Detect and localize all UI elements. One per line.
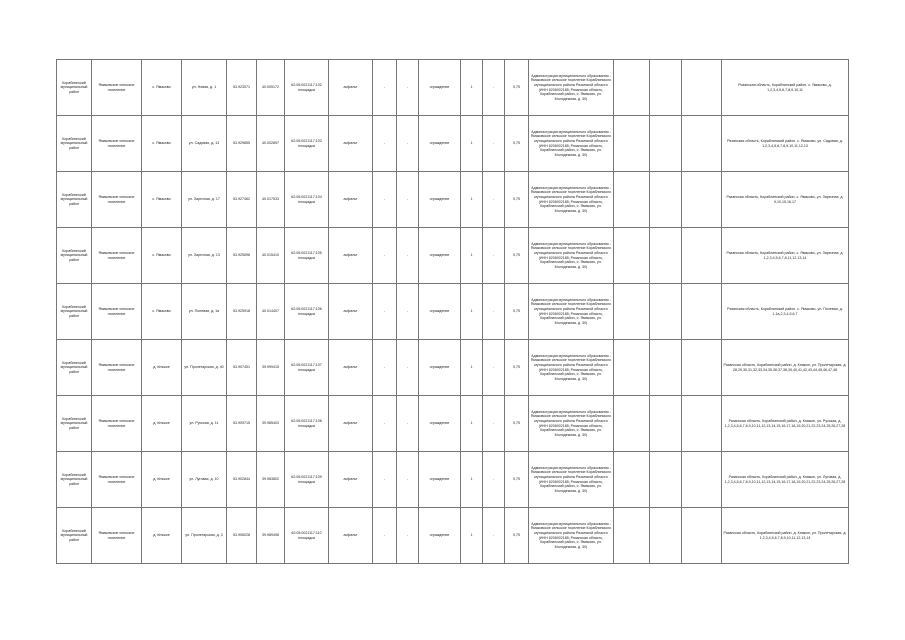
empty-cell [682,116,722,172]
dash-cell: - [373,340,397,396]
container-count-cell: 1 [461,228,483,284]
volume-cell: 0,75 [505,396,529,452]
volume-cell: 0,75 [505,284,529,340]
district-cell: Кораблинский муниципальный район [57,116,92,172]
container-count-cell: 1 [461,452,483,508]
latitude-cell: 53.927462 [227,172,257,228]
empty-cell [682,340,722,396]
empty-cell [650,340,682,396]
empty-cell [682,228,722,284]
longitude-cell: 39.983802 [257,452,285,508]
surface-cell: асфальт [329,228,373,284]
dash-cell: - [483,60,505,116]
empty-cell [650,284,682,340]
latitude-cell: 53.906028 [227,508,257,564]
owner-cell: Администрация муниципального образования - Ямаковское сельское поселение Кораблинского муниципального района Рязанской области (ИНН 6206002185; Рязанская область, Кораблинский район, с. Ямаково, ул. Молодежная, д. 30) [529,396,614,452]
empty-cell [682,508,722,564]
table-row [57,116,849,172]
empty-cell [614,396,650,452]
purpose-cell: ограждение [419,396,461,452]
served-addresses-cell: Рязанская область, Кораблинский район, д. Княжое, ул. Пролетарская, д. 28,29,30,31,32,33,34,35,36,37,38,39,40,41,42,43,44,45,46,47,48 [722,340,849,396]
cadastral-cell: 62:05:0021117:106 площадка [285,284,329,340]
empty-cell [650,228,682,284]
empty-cell [614,452,650,508]
surface-cell: асфальт [329,284,373,340]
settlement-cell: Ямаковское сельское поселение [92,284,142,340]
owner-cell: Администрация муниципального образования - Ямаковское сельское поселение Кораблинского муниципального района Рязанской области (ИНН 6206002185; Рязанская область, Кораблинский район, с. Ямаково, ул. Молодежная, д. 30) [529,452,614,508]
owner-cell: Администрация муниципального образования - Ямаковское сельское поселение Кораблинского муниципального района Рязанской области (ИНН 6206002185; Рязанская область, Кораблинский район, с. Ямаково, ул. Молодежная, д. 30) [529,284,614,340]
container-count-cell: 1 [461,116,483,172]
cadastral-cell: 62:05:0021117:103 площадка [285,116,329,172]
street-cell: ул. Полевая, д. 1а [182,284,227,340]
dash-cell: - [373,172,397,228]
cadastral-cell: 62:05:0021117:104 площадка [285,172,329,228]
longitude-cell: 40.014407 [257,284,285,340]
owner-cell: Администрация муниципального образования - Ямаковское сельское поселение Кораблинского муниципального района Рязанской области (ИНН 6206002185; Рязанская область, Кораблинский район, с. Ямаково, ул. Молодежная, д. 30) [529,172,614,228]
district-cell: Кораблинский муниципальный район [57,452,92,508]
empty-cell [614,340,650,396]
container-count-cell: 1 [461,60,483,116]
settlement-cell: Ямаковское сельское поселение [92,116,142,172]
latitude-cell: 53.925918 [227,284,257,340]
dash-cell: - [397,172,419,228]
dash-cell: - [373,452,397,508]
dash-cell: - [373,116,397,172]
settlement-cell: Ямаковское сельское поселение [92,396,142,452]
surface-cell: асфальт [329,60,373,116]
volume-cell: 0,75 [505,228,529,284]
volume-cell: 0,75 [505,340,529,396]
container-count-cell: 1 [461,284,483,340]
dash-cell: - [483,116,505,172]
longitude-cell: 40.002897 [257,116,285,172]
locality-cell: д. Княжое [142,508,182,564]
surface-cell: асфальт [329,340,373,396]
cadastral-cell: 62:05:0021117:107 площадка [285,340,329,396]
empty-cell [682,60,722,116]
dash-cell: - [483,508,505,564]
owner-cell: Администрация муниципального образования - Ямаковское сельское поселение Кораблинского муниципального района Рязанской области (ИНН 6206002185; Рязанская область, Кораблинский район, с. Ямаково, ул. Молодежная, д. 30) [529,116,614,172]
dash-cell: - [483,396,505,452]
served-addresses-cell: Рязанская область, Кораблинский район, с. Ямаково, ул. Заречная, д. 1,2,3,4,5,6,7,8,11,12,13,14 [722,228,849,284]
district-cell: Кораблинский муниципальный район [57,284,92,340]
longitude-cell: 40.015410 [257,228,285,284]
locality-cell: с. Ямаково [142,60,182,116]
purpose-cell: ограждение [419,340,461,396]
volume-cell: 0,75 [505,508,529,564]
street-cell: ул. Заречная, д. 17 [182,172,227,228]
settlement-cell: Ямаковское сельское поселение [92,60,142,116]
table-row [57,228,849,284]
volume-cell: 0,75 [505,60,529,116]
served-addresses-cell: Рязанская область, Кораблинский район, д. Княжое, ул. Русская, д. 1,2,3,4,5,6,7,8,9,10,11,12,13,14,15,16,17,18,19,20,21,22,23,24,25,26,27,28 [722,396,849,452]
latitude-cell: 53.907451 [227,340,257,396]
dash-cell: - [483,284,505,340]
dash-cell: - [483,172,505,228]
latitude-cell: 53.909715 [227,396,257,452]
owner-cell: Администрация муниципального образования - Ямаковское сельское поселение Кораблинского муниципального района Рязанской области (ИНН 6206002185; Рязанская область, Кораблинский район, с. Ямаково, ул. Молодежная, д. 30) [529,508,614,564]
longitude-cell: 40.017533 [257,172,285,228]
dash-cell: - [373,60,397,116]
district-cell: Кораблинский муниципальный район [57,508,92,564]
table-row [57,340,849,396]
latitude-cell: 53.929855 [227,116,257,172]
empty-cell [614,172,650,228]
empty-cell [614,284,650,340]
empty-cell [650,396,682,452]
dash-cell: - [397,396,419,452]
latitude-cell: 53.923071 [227,60,257,116]
longitude-cell: 39.989498 [257,508,285,564]
owner-cell: Администрация муниципального образования - Ямаковское сельское поселение Кораблинского муниципального района Рязанской области (ИНН 6206002185; Рязанская область, Кораблинский район, с. Ямаково, ул. Молодежная, д. 30) [529,228,614,284]
dash-cell: - [373,508,397,564]
street-cell: ул. Луговая, д. 10 [182,452,227,508]
dash-cell: - [373,228,397,284]
purpose-cell: ограждение [419,228,461,284]
table-body [57,60,849,564]
locality-cell: д. Княжое [142,396,182,452]
empty-cell [682,452,722,508]
volume-cell: 0,75 [505,172,529,228]
dash-cell: - [397,116,419,172]
surface-cell: асфальт [329,396,373,452]
dash-cell: - [373,284,397,340]
locality-cell: с. Ямаково [142,228,182,284]
volume-cell: 0,75 [505,116,529,172]
locality-cell: с. Ямаково [142,172,182,228]
purpose-cell: ограждение [419,452,461,508]
street-cell: ул. Садовая, д. 13 [182,116,227,172]
volume-cell: 0,75 [505,452,529,508]
street-cell: ул. Заречная, д. 13 [182,228,227,284]
district-cell: Кораблинский муниципальный район [57,396,92,452]
cadastral-cell: 62:05:0021117:108 площадка [285,396,329,452]
container-count-cell: 1 [461,396,483,452]
empty-cell [614,228,650,284]
purpose-cell: ограждение [419,508,461,564]
longitude-cell: 40.005172 [257,60,285,116]
settlement-cell: Ямаковское сельское поселение [92,340,142,396]
cadastral-cell: 62:05:0021117:109 площадка [285,452,329,508]
empty-cell [650,172,682,228]
surface-cell: асфальт [329,508,373,564]
longitude-cell: 39.985403 [257,396,285,452]
empty-cell [650,452,682,508]
dash-cell: - [397,60,419,116]
table-row [57,284,849,340]
locality-cell: с. Ямаково [142,284,182,340]
table-row [57,172,849,228]
street-cell: ул. Новая, д. 1 [182,60,227,116]
cadastral-cell: 62:05:0021117:110 площадка [285,508,329,564]
surface-cell: асфальт [329,452,373,508]
served-addresses-cell: Рязанская область, Кораблинский район, д. Княжое, ул. Пролетарская, д. 1,2,3,4,5,6,7,8,9,10,11,12,13,14 [722,508,849,564]
dash-cell: - [397,340,419,396]
purpose-cell: ограждение [419,116,461,172]
served-addresses-cell: Рязанская область, Кораблинский район, с. Ямаково, ул. Садовая, д. 1,2,3,4,5,6,7,8,9,10,11,12,13 [722,116,849,172]
empty-cell [682,284,722,340]
owner-cell: Администрация муниципального образования - Ямаковское сельское поселение Кораблинского муниципального района Рязанской области (ИНН 6206002185; Рязанская область, Кораблинский район, с. Ямаково, ул. Молодежная, д. 30) [529,60,614,116]
street-cell: ул. Русская, д. 11 [182,396,227,452]
settlement-cell: Ямаковское сельское поселение [92,452,142,508]
table-row [57,508,849,564]
waste-sites-registry-table [56,59,849,564]
district-cell: Кораблинский муниципальный район [57,228,92,284]
purpose-cell: ограждение [419,284,461,340]
empty-cell [650,116,682,172]
surface-cell: асфальт [329,116,373,172]
cadastral-cell: 62:05:0021117:102 площадка [285,60,329,116]
container-count-cell: 1 [461,172,483,228]
table-row [57,452,849,508]
table-row [57,396,849,452]
district-cell: Кораблинский муниципальный район [57,340,92,396]
street-cell: ул. Пролетарская, д. 3 [182,508,227,564]
dash-cell: - [397,284,419,340]
served-addresses-cell: Рязанская область, Кораблинский район, с. Ямаково, ул. Полевая, д. 1,1а,2,3,4,5,6,7 [722,284,849,340]
district-cell: Кораблинский муниципальный район [57,172,92,228]
locality-cell: с. Ямаково [142,116,182,172]
district-cell: Кораблинский муниципальный район [57,60,92,116]
dash-cell: - [483,228,505,284]
empty-cell [650,60,682,116]
container-count-cell: 1 [461,508,483,564]
empty-cell [614,60,650,116]
empty-cell [650,508,682,564]
street-cell: ул. Пролетарская, д. 40 [182,340,227,396]
settlement-cell: Ямаковское сельское поселение [92,508,142,564]
purpose-cell: ограждение [419,60,461,116]
settlement-cell: Ямаковское сельское поселение [92,228,142,284]
owner-cell: Администрация муниципального образования - Ямаковское сельское поселение Кораблинского муниципального района Рязанской области (ИНН 6206002185; Рязанская область, Кораблинский район, с. Ямаково, ул. Молодежная, д. 30) [529,340,614,396]
dash-cell: - [373,396,397,452]
purpose-cell: ограждение [419,172,461,228]
served-addresses-cell: Рязанская область, Кораблинский район, с. Ямаково, ул. Заречная, д. 9,10,15,16,17 [722,172,849,228]
empty-cell [614,508,650,564]
surface-cell: асфальт [329,172,373,228]
latitude-cell: 53.925596 [227,228,257,284]
dash-cell: - [397,228,419,284]
served-addresses-cell: Рязанская область, Кораблинский район, с. Ямаково, д. 1,2,3,4,5,6,7,8,9,10,11 [722,60,849,116]
locality-cell: д. Княжое [142,452,182,508]
dash-cell: - [483,452,505,508]
container-count-cell: 1 [461,340,483,396]
table-row [57,60,849,116]
cadastral-cell: 62:05:0021117:105 площадка [285,228,329,284]
dash-cell: - [397,452,419,508]
longitude-cell: 39.999415 [257,340,285,396]
empty-cell [614,116,650,172]
empty-cell [682,172,722,228]
dash-cell: - [397,508,419,564]
empty-cell [682,396,722,452]
latitude-cell: 53.902844 [227,452,257,508]
settlement-cell: Ямаковское сельское поселение [92,172,142,228]
served-addresses-cell: Рязанская область, Кораблинский район, д. Княжое, ул. Луговая, д. 1,2,3,4,5,6,7,8,9,10,11,12,13,14,15,16,17,18,19,20,21,22,23,24,25,26,27,28 [722,452,849,508]
locality-cell: д. Княжое [142,340,182,396]
dash-cell: - [483,340,505,396]
